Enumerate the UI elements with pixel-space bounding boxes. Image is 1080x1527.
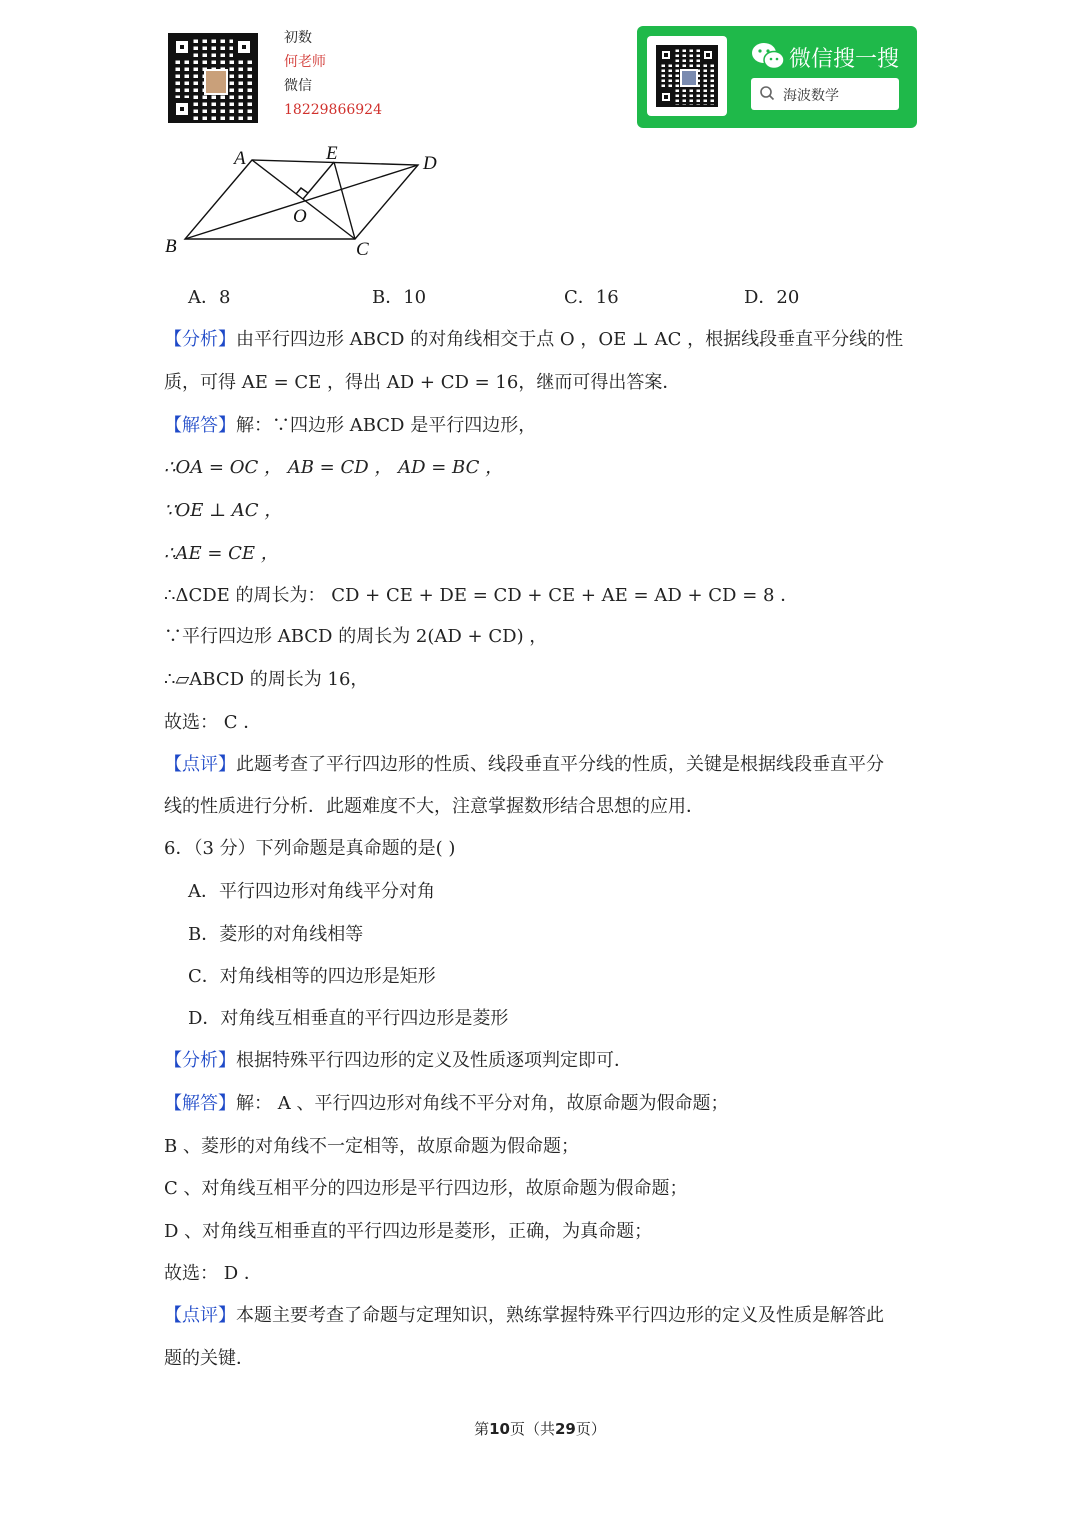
wechat-logo-icon (751, 42, 785, 70)
contact-qr-code (168, 33, 258, 123)
label-a: A (234, 148, 246, 169)
q5-choice: 故选： C ． (164, 712, 262, 733)
label-d: D (423, 153, 437, 174)
q5-step-6: ∴▱ABCD 的周长为 16， (164, 669, 369, 690)
diagonal-ac (252, 160, 355, 239)
contact-line-3: 微信 (284, 78, 312, 94)
parallelogram-abcd (185, 160, 418, 239)
wechat-search-title: 微信搜一搜 (789, 47, 900, 72)
q5-step-5: ∵平行四边形 ABCD 的周长为 2(AD + CD) ， (164, 626, 548, 647)
label-e: E (326, 143, 338, 164)
wechat-search-box[interactable] (751, 78, 899, 110)
contact-line-1: 初数 (284, 30, 312, 46)
q5-comment-tag: 【点评】 (164, 754, 236, 775)
q6-analysis-tag: 【分析】 (164, 1050, 236, 1071)
q5-option-d: D．20 (744, 287, 800, 308)
contact-info (284, 26, 382, 122)
wechat-search-text: 海波数学 (783, 88, 839, 104)
q6-analysis-line-1: 【分析】根据特殊平行四边形的定义及性质逐项判定即可． (164, 1050, 632, 1071)
q6-option-a: A．平行四边形对角线平分对角 (188, 881, 435, 902)
q5-step-3: ∴AE = CE ， (164, 543, 279, 564)
wechat-search-card[interactable] (637, 26, 917, 128)
label-b: B (165, 236, 177, 257)
page-number: 10 (489, 1420, 510, 1438)
q5-answer-line-1: 【解答】解：∵四边形 ABCD 是平行四边形， (164, 415, 537, 436)
q5-analysis-tag: 【分析】 (164, 329, 236, 350)
q5-option-a: A．8 (188, 287, 231, 308)
label-o: O (293, 206, 307, 227)
diagonal-bd (185, 165, 418, 239)
q5-analysis-line-1: 【分析】由平行四边形 ABCD 的对角线相交于点 O ，OE ⊥ AC ，根据线段垂直平分线的性 (164, 329, 904, 350)
q6-option-c: C．对角线相等的四边形是矩形 (188, 966, 436, 987)
q5-step-2: ∵OE ⊥ AC ， (164, 500, 283, 521)
page-footer: 第10页（共29页） (474, 1420, 606, 1438)
wechat-qr-frame (647, 36, 727, 116)
q5-option-b: B．10 (372, 287, 427, 308)
q6-comment-line-1: 【点评】本题主要考查了命题与定理知识，熟练掌握特殊平行四边形的定义及性质是解答此 (164, 1305, 884, 1326)
q6-option-d: D．对角线互相垂直的平行四边形是菱形 (188, 1008, 509, 1029)
page-total: 29 (555, 1420, 576, 1438)
q5-option-c: C．16 (564, 287, 619, 308)
q6-answer-tag: 【解答】 (164, 1093, 236, 1114)
q5-comment-line-2: 线的性质进行分析．此题难度不大，注意掌握数形结合思想的应用． (164, 796, 704, 817)
contact-phone: 18229866924 (284, 102, 382, 118)
parallelogram-figure (160, 140, 460, 265)
label-c: C (356, 239, 369, 260)
q5-step-4: ∴ΔCDE 的周长为： CD + CE + DE = CD + CE + AE = AD + CD = 8 ． (164, 585, 799, 606)
q5-analysis-line-2: 质，可得 AE = CE ，得出 AD + CD = 16，继而可得出答案． (164, 372, 681, 393)
q5-comment-line-1: 【点评】此题考查了平行四边形的性质、线段垂直平分线的性质，关键是根据线段垂直平分 (164, 754, 884, 775)
q6-stem: 6．（3 分）下列命题是真命题的是( ) (164, 838, 456, 859)
q6-step-1: B 、菱形的对角线不一定相等，故原命题为假命题； (164, 1136, 579, 1157)
q6-step-2: C 、对角线互相平分的四边形是平行四边形，故原命题为假命题； (164, 1178, 688, 1199)
q6-comment-tag: 【点评】 (164, 1305, 236, 1326)
wechat-qr-code (656, 45, 718, 107)
q5-answer-tag: 【解答】 (164, 415, 236, 436)
search-icon (759, 85, 775, 101)
avatar (204, 69, 228, 95)
q5-step-1: ∴OA = OC ， AB = CD ， AD = BC ， (164, 457, 504, 478)
q6-option-b: B．菱形的对角线相等 (188, 924, 364, 945)
contact-teacher-name: 何老师 (284, 54, 326, 70)
q6-comment-line-2: 题的关键． (164, 1348, 254, 1369)
segment-ec (334, 162, 355, 239)
q6-step-3: D 、对角线互相垂直的平行四边形是菱形，正确，为真命题； (164, 1221, 653, 1242)
q6-answer-line-1: 【解答】解： A 、平行四边形对角线不平分对角，故原命题为假命题； (164, 1093, 729, 1114)
q6-choice: 故选： D ． (164, 1263, 262, 1284)
right-angle-mark (296, 188, 308, 194)
